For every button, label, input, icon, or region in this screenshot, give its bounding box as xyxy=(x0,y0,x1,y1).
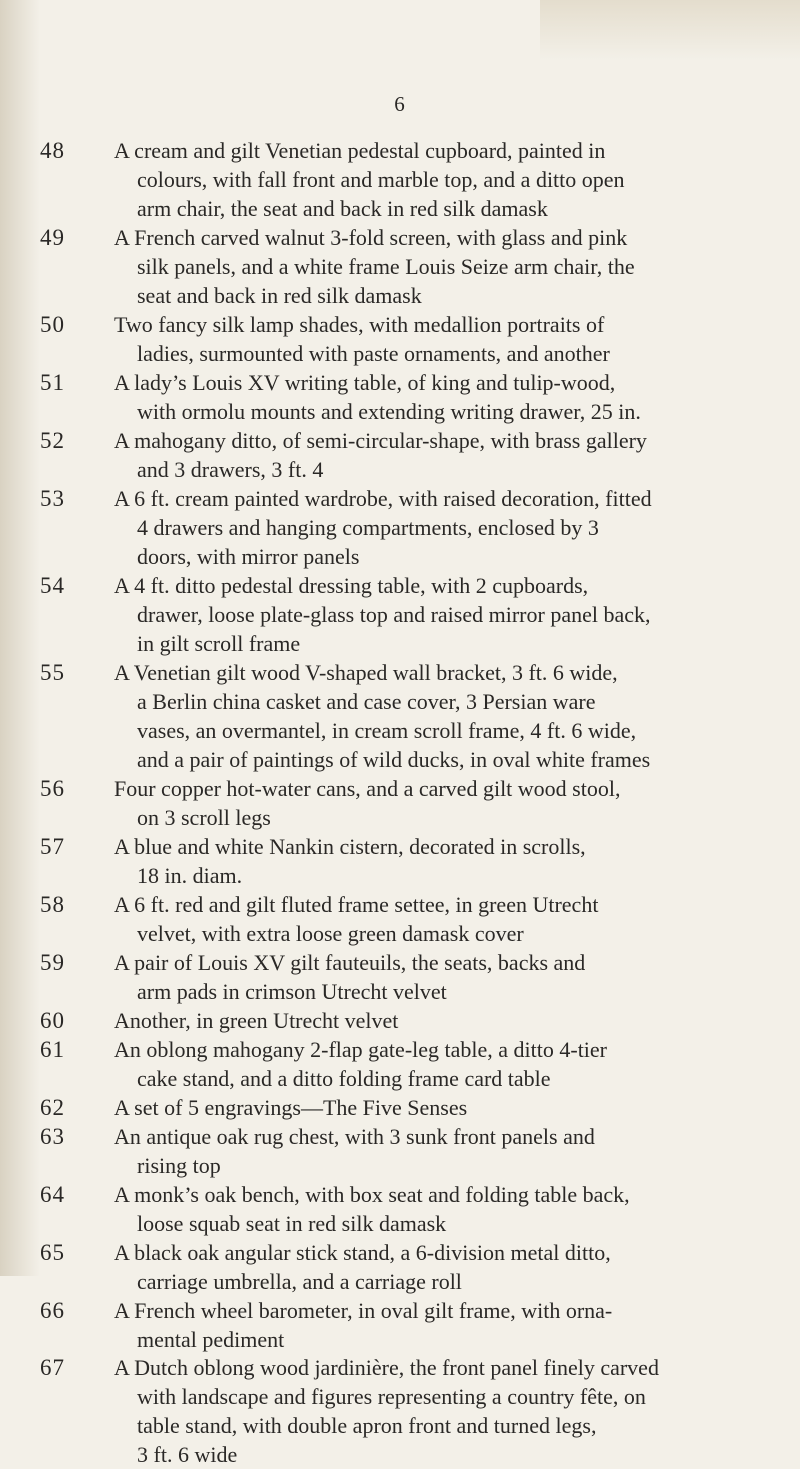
lot-description xyxy=(114,890,779,948)
page-edge-shadow xyxy=(0,0,40,1276)
lot-description xyxy=(114,1006,779,1035)
lot-description-line: cake stand, and a ditto folding frame card table xyxy=(137,1066,551,1091)
lot-description-line: table stand, with double apron front and turned legs, xyxy=(137,1413,597,1438)
lot-description xyxy=(114,774,779,832)
lot-description xyxy=(114,426,779,484)
lot-number: 52 xyxy=(40,428,65,453)
page-corner-shadow xyxy=(540,0,800,60)
lot-description-line: A mahogany ditto, of semi-circular-shape, with brass gallery xyxy=(114,428,647,453)
lot-number: 63 xyxy=(40,1124,65,1149)
lot-number: 58 xyxy=(40,892,65,917)
lot-number: 59 xyxy=(40,950,65,975)
lot-description-line: a Berlin china casket and case cover, 3 Persian ware xyxy=(137,689,596,714)
lot-number: 60 xyxy=(40,1008,65,1033)
lot-description xyxy=(114,1122,779,1180)
lot-description-line: A set of 5 engravings—The Five Senses xyxy=(114,1095,468,1120)
lot-description xyxy=(114,571,779,658)
lot-description-line: 18 in. diam. xyxy=(137,863,243,888)
lot-description-line: A 6 ft. red and gilt fluted frame settee, in green Utrecht xyxy=(114,892,599,917)
lot-number: 50 xyxy=(40,312,65,337)
lot-description xyxy=(114,1180,779,1238)
lot-description xyxy=(114,832,779,890)
page-number: 6 xyxy=(394,92,406,116)
lot-number: 57 xyxy=(40,834,65,859)
lot-description-line: A pair of Louis XV gilt fauteuils, the seats, backs and xyxy=(114,950,586,975)
lot-description-line: An antique oak rug chest, with 3 sunk front panels and xyxy=(114,1124,595,1149)
lot-description xyxy=(114,368,779,426)
lot-description-line: in gilt scroll frame xyxy=(137,631,301,656)
lot-description-line: seat and back in red silk damask xyxy=(137,283,422,308)
lot-description-line: A Venetian gilt wood V-shaped wall bracket, 3 ft. 6 wide, xyxy=(114,660,618,685)
lot-description-line: and 3 drawers, 3 ft. 4 xyxy=(137,457,324,482)
lot-number: 55 xyxy=(40,660,65,685)
lot-number: 67 xyxy=(40,1355,65,1380)
lot-description-line: rising top xyxy=(137,1153,221,1178)
lot-description xyxy=(114,484,779,571)
lot-description-line: colours, with fall front and marble top, and a ditto open xyxy=(137,167,625,192)
lot-number: 51 xyxy=(40,370,65,395)
lot-description-line: A French carved walnut 3-fold screen, with glass and pink xyxy=(114,225,628,250)
lot-number: 65 xyxy=(40,1240,65,1265)
lot-description xyxy=(114,1296,779,1354)
lot-description-line: A lady’s Louis XV writing table, of king and tulip-wood, xyxy=(114,370,616,395)
lot-description-line: ladies, surmounted with paste ornaments, and another xyxy=(137,341,610,366)
lot-description-line: doors, with mirror panels xyxy=(137,544,360,569)
lot-description-line: Two fancy silk lamp shades, with medallion portraits of xyxy=(114,312,605,337)
lot-description xyxy=(114,1238,779,1296)
lot-description-line: Another, in green Utrecht velvet xyxy=(114,1008,399,1033)
lot-description-line: An oblong mahogany 2-flap gate-leg table, a ditto 4-tier xyxy=(114,1037,608,1062)
lot-description-line: and a pair of paintings of wild ducks, in oval white frames xyxy=(137,747,651,772)
lot-number: 56 xyxy=(40,776,65,801)
lot-description-line: A blue and white Nankin cistern, decorated in scrolls, xyxy=(114,834,586,859)
lot-description-line: drawer, loose plate-glass top and raised mirror panel back, xyxy=(137,602,651,627)
lot-number: 54 xyxy=(40,573,65,598)
lot-description-line: A cream and gilt Venetian pedestal cupboard, painted in xyxy=(114,138,606,163)
lot-description-line: A monk’s oak bench, with box seat and folding table back, xyxy=(114,1182,630,1207)
lot-description-line: 4 drawers and hanging compartments, enclosed by 3 xyxy=(137,515,599,540)
lot-description-line: A 4 ft. ditto pedestal dressing table, with 2 cupboards, xyxy=(114,573,589,598)
lot-description-line: on 3 scroll legs xyxy=(137,805,271,830)
lot-description xyxy=(114,948,779,1006)
lot-number: 49 xyxy=(40,225,65,250)
lot-number: 53 xyxy=(40,486,65,511)
lot-number: 48 xyxy=(40,138,65,163)
lot-description-line: vases, an overmantel, in cream scroll frame, 4 ft. 6 wide, xyxy=(137,718,637,743)
lot-description-line: velvet, with extra loose green damask cover xyxy=(137,921,524,946)
lot-description xyxy=(114,658,779,774)
lot-number: 64 xyxy=(40,1182,65,1207)
lot-description-line: Four copper hot-water cans, and a carved gilt wood stool, xyxy=(114,776,621,801)
lot-description-line: A Dutch oblong wood jardinière, the front panel finely carved xyxy=(114,1355,659,1380)
lot-description-line: arm pads in crimson Utrecht velvet xyxy=(137,979,447,1004)
lot-description-line: 3 ft. 6 wide xyxy=(137,1442,238,1467)
lot-description-line: A black oak angular stick stand, a 6-division metal ditto, xyxy=(114,1240,611,1265)
lot-description-line: A 6 ft. cream painted wardrobe, with raised decoration, fitted xyxy=(114,486,652,511)
lot-description xyxy=(114,1353,779,1469)
lot-description-line: mental pediment xyxy=(137,1327,285,1352)
lot-number: 66 xyxy=(40,1298,65,1323)
lot-description xyxy=(114,1093,779,1122)
lot-description-line: carriage umbrella, and a carriage roll xyxy=(137,1269,462,1294)
lot-description xyxy=(114,223,779,310)
lot-description-line: with landscape and figures representing a country fête, on xyxy=(137,1384,646,1409)
lot-description xyxy=(114,136,779,223)
lot-description xyxy=(114,310,779,368)
lot-number: 62 xyxy=(40,1095,65,1120)
lot-description-line: silk panels, and a white frame Louis Seize arm chair, the xyxy=(137,254,635,279)
lot-description-line: arm chair, the seat and back in red silk damask xyxy=(137,196,548,221)
lot-number: 61 xyxy=(40,1037,65,1062)
lot-description-line: A French wheel barometer, in oval gilt frame, with orna- xyxy=(114,1298,613,1323)
lot-description-line: loose squab seat in red silk damask xyxy=(137,1211,447,1236)
lot-description-line: with ormolu mounts and extending writing drawer, 25 in. xyxy=(137,399,641,424)
lot-description xyxy=(114,1035,779,1093)
